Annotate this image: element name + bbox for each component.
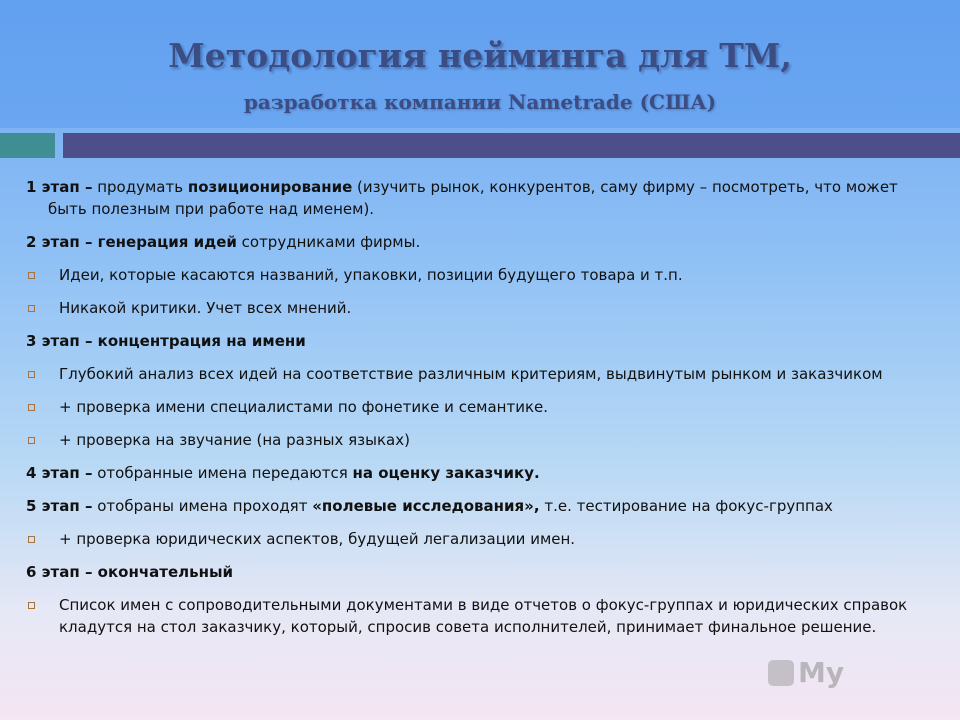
watermark-logo-icon [768, 660, 794, 686]
square-bullet-icon [28, 437, 35, 444]
bullet-item: + проверка имени специалистами по фонетике и семантике. [26, 396, 936, 418]
bullet-item: + проверка на звучание (на разных языках) [26, 429, 936, 451]
stage-4: 4 этап – отобранные имена передаются на оценку заказчику. [26, 464, 540, 482]
stage-5-label: 5 этап – [26, 497, 93, 515]
stage-1: 1 этап – продумать позиционирование (изучить рынок, конкурентов, саму фирму – посмотреть, что может быть полезным при работе над именем). [26, 178, 898, 218]
watermark: My [768, 656, 844, 689]
stage-2: 2 этап – генерация идей сотрудниками фирмы. [26, 233, 421, 251]
square-bullet-icon [28, 602, 35, 609]
stage-5: 5 этап – отобраны имена проходят «полевые исследования», т.е. тестирование на фокус-группах [26, 497, 833, 515]
stage-1-keyword: позиционирование [187, 178, 353, 196]
slide-title: Методология нейминга для ТМ, [168, 36, 792, 75]
bullet-item: + проверка юридических аспектов, будущей легализации имен. [26, 528, 936, 550]
slide-content [26, 176, 936, 649]
bullet-item: Список имен с сопроводительными документами в виде отчетов о фокус-группах и юридических справок кладутся на стол заказчику, который, спросив совета исполнителей, принимает финальное решение. [26, 594, 936, 638]
square-bullet-icon [28, 371, 35, 378]
stage-4-keyword: на оценку заказчику. [352, 464, 540, 482]
stage-1-label: 1 этап – [26, 178, 93, 196]
square-bullet-icon [28, 305, 35, 312]
slide-subtitle: разработка компании Nametrade (США) [243, 90, 717, 114]
stage-6-label: 6 этап – окончательный [26, 563, 234, 581]
accent-bar-right [63, 133, 960, 158]
stage-6 [26, 561, 936, 583]
bullet-item: Глубокий анализ всех идей на соответствие различным критериям, выдвинутым рынком и заказчиком [26, 363, 936, 385]
bullet-item: Идеи, которые касаются названий, упаковки, позиции будущего товара и т.п. [26, 264, 936, 286]
bullet-item: Никакой критики. Учет всех мнений. [26, 297, 936, 319]
stage-3-label: 3 этап – концентрация на имени [26, 332, 306, 350]
stage-2-label: 2 этап – генерация идей [26, 233, 237, 251]
stage-4-label: 4 этап – [26, 464, 93, 482]
stage-3 [26, 330, 936, 352]
square-bullet-icon [28, 272, 35, 279]
square-bullet-icon [28, 536, 35, 543]
title-area [0, 0, 960, 128]
square-bullet-icon [28, 404, 35, 411]
accent-bar-left [0, 133, 55, 158]
stage-5-keyword: «полевые исследования», [312, 497, 540, 515]
